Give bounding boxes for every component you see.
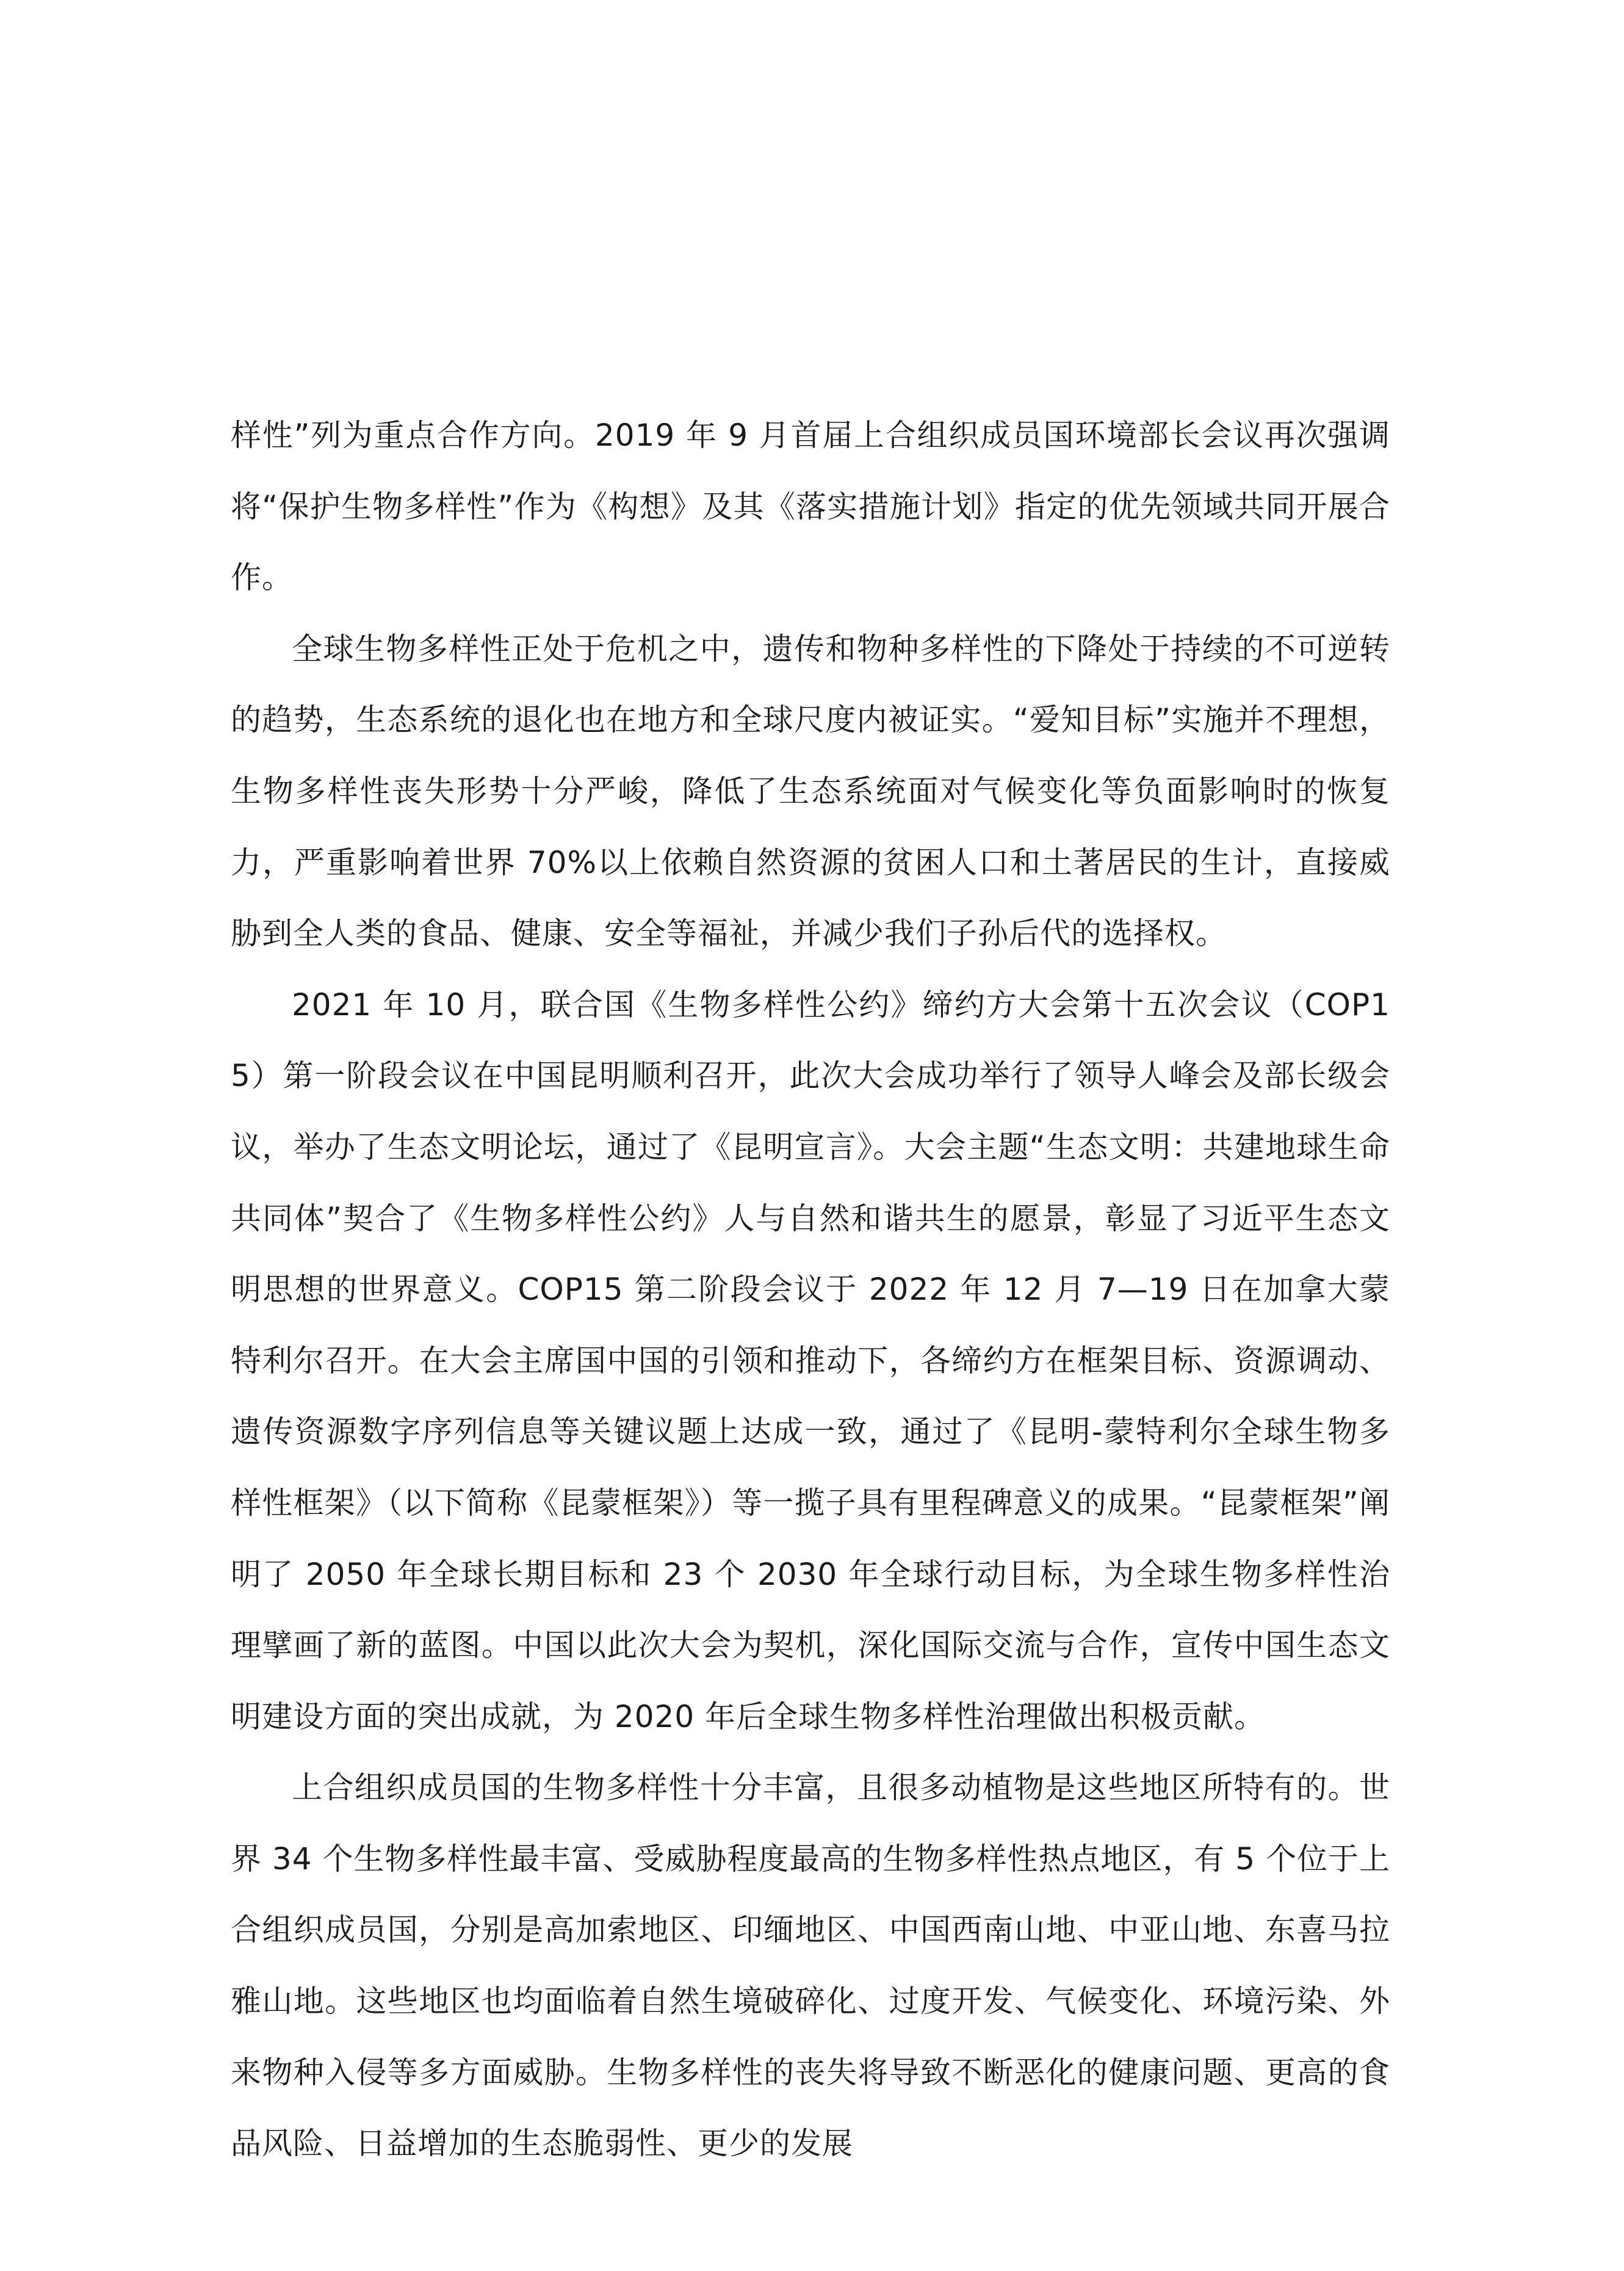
paragraph-1: 样性”列为重点合作方向。2019 年 9 月首届上合组织成员国环境部长会议再次强调将“保护生物多样性”作为《构想》及其《落实措施计划》指定的优先领域共同开展合作。 [231, 418, 1390, 596]
paragraph-4: 上合组织成员国的生物多样性十分丰富，且很多动植物是这些地区所特有的。世界 34 个生物多样性最丰富、受威胁程度最高的生物多样性热点地区，有 5 个位于上合组织成员国，分别是高加索地区、印缅地区、中国西南山地、中亚山地、东喜马拉雅山地。这些地区也均面临着自然生境破碎化、过度开发、气候变化、环境污染、外来物种入侵等多方面威胁。生物多样性的丧失将导致不断恶化的健康问题、更高的食品风险、日益增加的生态脆弱性、更少的发展 [231, 1770, 1391, 2162]
paragraph-2: 全球生物多样性正处于危机之中，遗传和物种多样性的下降处于持续的不可逆转的趋势，生态系统的退化也在地方和全球尺度内被证实。“爱知目标”实施并不理想，生物多样性丧失形势十分严峻，降低了生态系统面对气候变化等负面影响时的恢复力，严重影响着世界 70%以上依赖自然资源的贫困人口和土著居民的生计，直接威胁到全人类的食品、健康、安全等福祉，并减少我们子孙后代的选择权。 [231, 631, 1390, 952]
body-text [231, 400, 1390, 2179]
paragraph-3: 2021 年 10 月，联合国《生物多样性公约》缔约方大会第十五次会议（COP15）第一阶段会议在中国昆明顺利召开，此次大会成功举行了领导人峰会及部长级会议，举办了生态文明论坛，通过了《昆明宣言》。大会主题“生态文明：共建地球生命共同体”契合了《生物多样性公约》人与自然和谐共生的愿景，彰显了习近平生态文明思想的世界意义。COP15 第二阶段会议于 2022 年 12 月 7—19 日在加拿大蒙特利尔召开。在大会主席国中国的引领和推动下，各缔约方在框架目标、资源调动、遗传资源数字序列信息等关键议题上达成一致，通过了《昆明-蒙特利尔全球生物多样性框架》（以下简称《昆蒙框架》）等一揽子具有里程碑意义的成果。“昆蒙框架”阐明了 2050 年全球长期目标和 23 个 2030 年全球行动目标，为全球生物多样性治理擘画了新的蓝图。中国以此次大会为契机，深化国际交流与合作，宣传中国生态文明建设方面的突出成就，为 2020 年后全球生物多样性治理做出积极贡献。 [231, 987, 1390, 1734]
